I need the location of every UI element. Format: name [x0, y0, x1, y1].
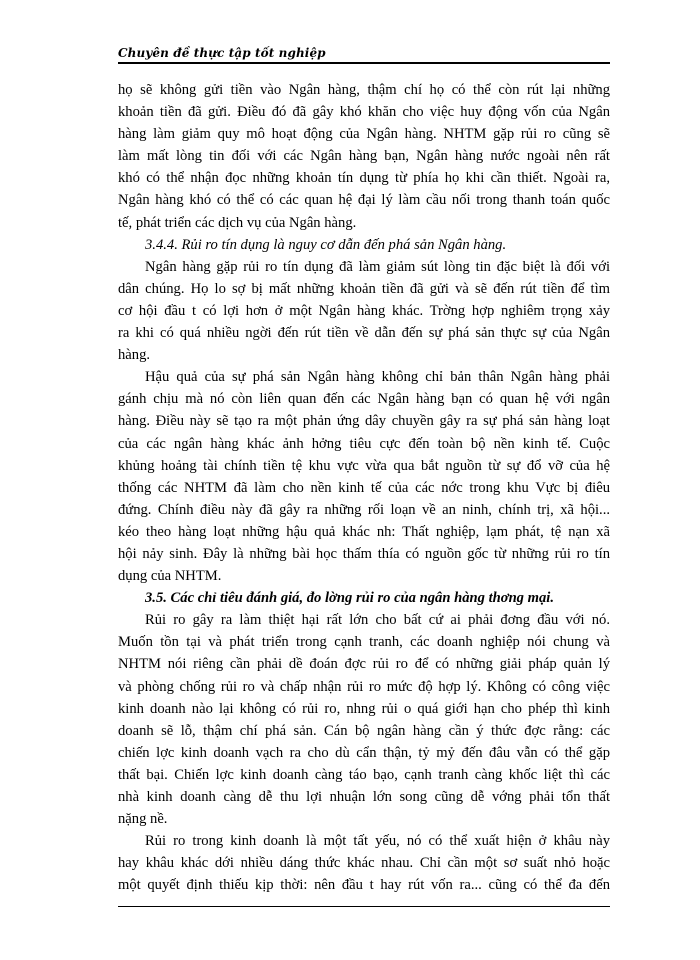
body-text-line: Muốn tồn tại và phát triển trong cạnh tranh, các doanh nghiệp nói chung và	[118, 634, 610, 651]
body-text-line: Ngân hàng khó có thể có các quan hệ đại lý làm cầu nối trong thanh toán quốc	[118, 192, 610, 209]
footer-rule	[118, 906, 610, 907]
body-text-line: cơ hội đầu t có lợi hơn ở một Ngân hàng khác. Trờng hợp nghiêm trọng xảy	[118, 302, 610, 319]
body-text-line: kinh doanh nào lại không có rủi ro, nhng rủi o quá giới hạn cho phép thì kinh	[118, 700, 610, 717]
body-text-line: Rủi ro gây ra làm thiệt hại rất lớn cho bất cứ ai phải đơng đầu với nó.	[145, 612, 610, 629]
body-text-line: doanh sẽ lỗ, thậm chí phá sản. Cán bộ ngân hàng cần ý thức đợc rằng: các	[118, 722, 610, 739]
body-text-line: họ sẽ không gửi tiền vào Ngân hàng, thậm chí họ có thể còn rút lại những	[118, 82, 610, 98]
body-text-line: nặng nề.	[118, 811, 168, 828]
page-header	[118, 44, 610, 64]
body-text-line: dụng của NHTM.	[118, 568, 222, 585]
body-text-line: Ngân hàng gặp rủi ro tín dụng đã làm giảm sút lòng tin đặc biệt là đối với	[145, 258, 610, 275]
body-text-line: và phòng chống rủi ro và chấp nhận rủi ro mức độ hợp lý. Không có công việc	[118, 678, 610, 695]
body-text-line: khó có thể nhận đọc những khoản tín dụng từ phía họ khi cần thiết. Ngoài ra,	[118, 170, 610, 187]
body-text-line: hàng làm giảm quy mô hoạt động của Ngân hàng. NHTM gặp rủi ro cũng sẽ	[118, 126, 610, 143]
header-rule	[118, 62, 610, 64]
body-text-line: làm mất lòng tin đối với các Ngân hàng bạn, Ngân hàng nước ngoài nên rất	[118, 148, 610, 165]
document-body	[118, 79, 610, 896]
body-text-line: thống các NHTM đã làm cho nền kinh tế của các nớc trong khu Vực bị điêu	[118, 479, 610, 496]
body-text-line: hàng. Điều này sẽ tạo ra một phản ứng dây chuyền gây ra sự phá sản hàng loạt	[118, 413, 610, 430]
body-text-line: chiến lợc kinh doanh vạch ra cho dù cẩn thận, tỷ mỷ đến đâu vẫn có thể gặp	[118, 744, 610, 761]
body-text-line: nhà kinh doanh càng dễ thu lợi nhuận lớn song cũng dễ vớng phải tổn thất	[118, 789, 610, 805]
body-text-line: khoản tiền đã gửi. Điều đó đã gây khó khăn cho việc huy động vốn của Ngân	[118, 104, 610, 121]
body-text-line: thất bại. Chiến lợc kinh doanh càng táo bạo, cạnh tranh càng khốc liệt thì các	[118, 766, 610, 783]
body-text-line: khủng hoảng tài chính tiền tệ khu vực vừa qua bắt nguồn từ sự đổ vỡ của hệ	[118, 457, 610, 474]
body-text-line: Rủi ro trong kinh doanh là một tất yếu, nó có thể xuất hiện ở khâu này	[145, 833, 610, 850]
body-text-line: kéo theo hàng loạt những hậu quả khác nh: Thất nghiệp, lạm phát, tệ nạn xã	[118, 523, 610, 540]
body-text-line: hàng.	[118, 347, 151, 364]
body-text-line: NHTM nói riêng cần phải dề đoán đợc rủi ro để có những giải pháp quản lý	[118, 656, 610, 673]
body-text-line: Hậu quả của sự phá sản Ngân hàng không chỉ bản thân Ngân hàng phải	[145, 369, 610, 386]
body-text-line: hội nảy sinh. Đây là những bài học thấm thía có nguồn gốc từ những rủi ro tín	[118, 545, 610, 562]
section-heading: 3.4.4. Rủi ro tín dụng là nguy cơ dẫn đến phá sản Ngân hàng.	[145, 236, 507, 253]
body-text-line: gánh chịu mà nó còn liên quan đến các Ngân hàng bạn có quan hệ với ngân	[118, 391, 610, 408]
body-text-line: tế, phát triển các dịch vụ của Ngân hàng.	[118, 214, 357, 231]
header-title: Chuyên đề thực tập tốt nghiệp	[118, 46, 326, 60]
body-text-line: dân chúng. Họ lo sợ bị mất những khoản tiền đã gửi và sẽ đến rút tiền để tìm	[118, 280, 610, 297]
section-heading: 3.5. Các chỉ tiêu đánh giá, đo lờng rủi ro của ngân hàng thơng mại.	[145, 590, 554, 607]
body-text-line: ra khi có quá nhiều ngời đến rút tiền về dẫn đến sự phá sản thực sự của Ngân	[118, 325, 610, 342]
body-text-line: của các ngân hàng khác ảnh hởng tiêu cực đến toàn bộ nền kinh tế. Cuộc	[118, 435, 610, 452]
body-text-line: đứng. Chính điều này đã gây ra những rối loạn về an ninh, chính trị, xã hội...	[118, 501, 610, 518]
body-text-line: một quyết định thiếu kịp thời: nên đầu t hay rút vốn ra... cũng có thể đa đến	[118, 877, 610, 894]
body-text-line: hay khâu khác dới nhiều dáng thức khác nhau. Chỉ cần một sơ suất nhỏ hoặc	[118, 855, 610, 872]
